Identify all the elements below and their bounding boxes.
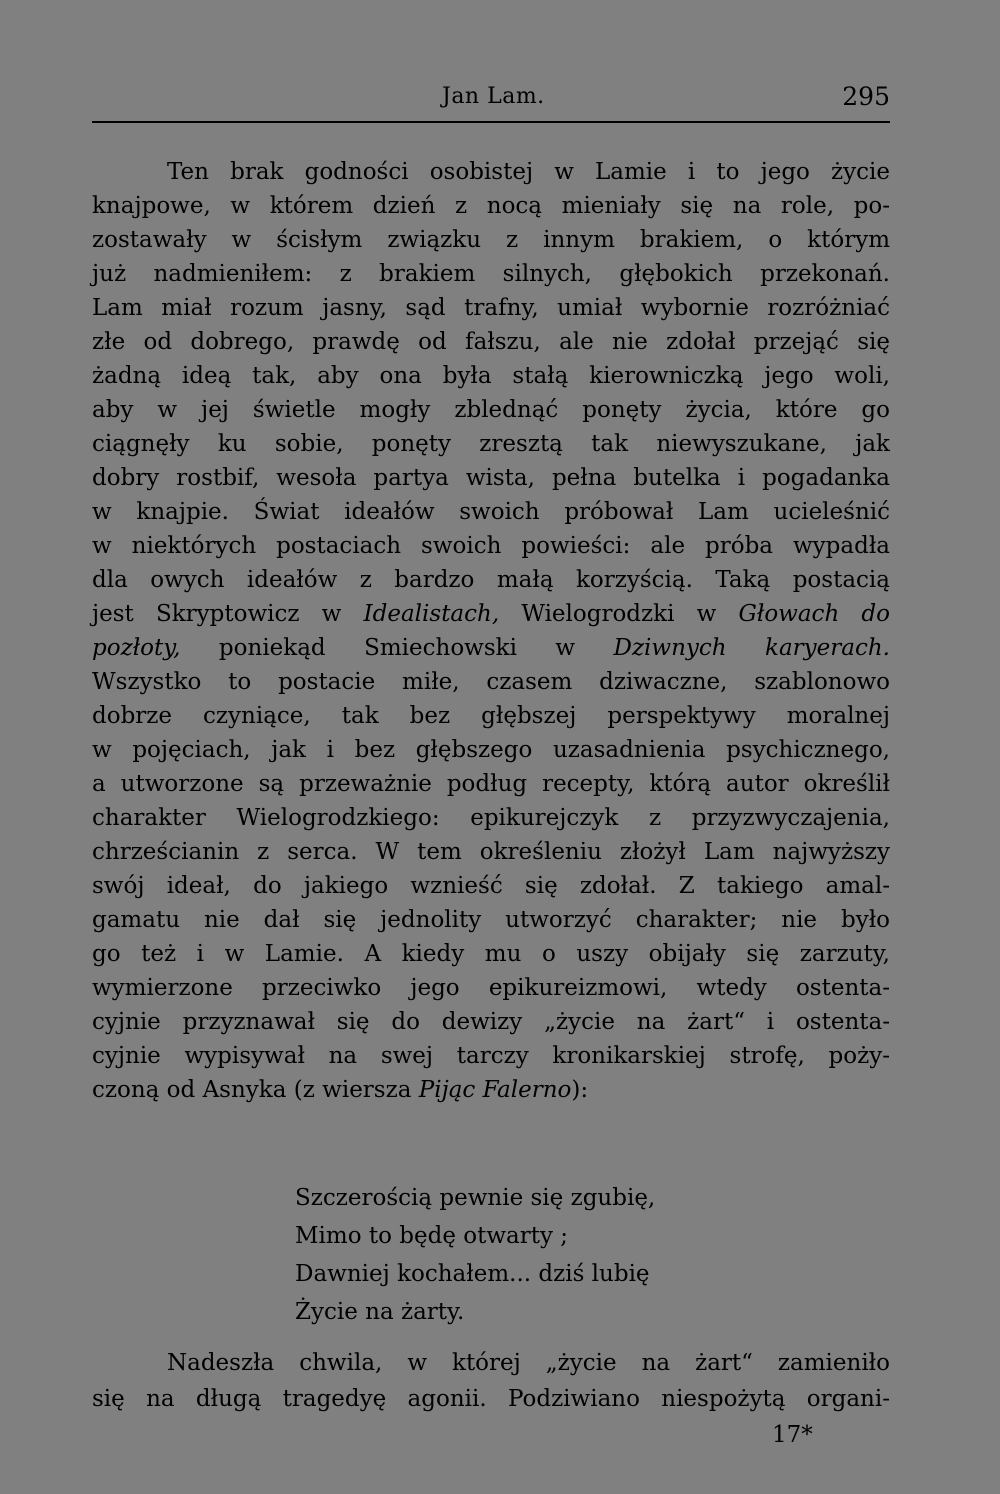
text-line: dobry rostbif, wesoła partya wista, pełna butelka i pogadanka — [92, 465, 890, 491]
text-line: wymierzone przeciwko jego epikureizmowi, wtedy ostenta- — [92, 975, 890, 1001]
text-line: w knajpie. Świat ideałów swoich próbował Lam ucieleśnić — [92, 499, 890, 525]
text-line: w niektórych postaciach swoich powieści: ale próba wypadła — [92, 533, 890, 559]
text-line: dla owych ideałów z bardzo małą korzyścią. Taką postacią — [92, 567, 890, 593]
text-line: a utworzone są przeważnie podług recepty, którą autor określił — [92, 771, 890, 797]
verse-line: Szczerością pewnie się zgubię, — [295, 1185, 656, 1211]
text-run: ): — [571, 1077, 589, 1103]
text-line: aby w jej świetle mogły zblednąć ponęty życia, które go — [92, 397, 890, 423]
running-head: Jan Lam. — [442, 84, 545, 109]
text-line: cyjnie wypisywał na swej tarczy kronikarskiej strofę, poży- — [92, 1043, 890, 1069]
page-header — [92, 80, 890, 120]
text-line: żadną ideą tak, aby ona była stałą kierowniczką jego woli, — [92, 363, 890, 389]
verse-line: Życie na żarty. — [295, 1299, 465, 1325]
text-line — [92, 1073, 890, 1107]
text-line: Lam miał rozum jasny, sąd trafny, umiał wybornie rozróżniać — [92, 295, 890, 321]
italic-title: pozłoty, — [92, 635, 181, 661]
text-line: go też i w Lamie. A kiedy mu o uszy obijały się zarzuty, — [92, 941, 890, 967]
text-run: jest Skryptowicz w — [92, 601, 364, 627]
italic-title: Idealistach, — [363, 601, 500, 627]
text-line — [92, 631, 890, 665]
text-line — [92, 597, 890, 631]
text-line: w pojęciach, jak i bez głębszego uzasadnienia psychicznego, — [92, 737, 890, 763]
text-line: chrześcianin z serca. W tem określeniu złożył Lam najwyższy — [92, 839, 890, 865]
text-line: knajpowe, w którem dzień z nocą mieniały się na role, po- — [92, 193, 890, 219]
verse-line: Mimo to będę otwarty ; — [295, 1223, 569, 1249]
header-rule — [92, 121, 890, 123]
italic-title: Pijąc Falerno — [418, 1077, 572, 1103]
text-run: Wielogrodzki w — [499, 601, 739, 627]
italic-title: Głowach do — [738, 601, 891, 627]
text-line: gamatu nie dał się jednolity utworzyć charakter; nie było — [92, 907, 890, 933]
text-line: się na długą tragedyę agonii. Podziwiano niespożytą organi- — [92, 1386, 890, 1412]
text-line: złe od dobrego, prawdę od fałszu, ale nie zdołał przejąć się — [92, 329, 890, 355]
text-line: ciągnęły ku sobie, ponęty zresztą tak niewyszukane, jak — [92, 431, 890, 457]
page-number: 295 — [842, 82, 890, 111]
text-line: już nadmieniłem: z brakiem silnych, głębokich przekonań. — [92, 261, 890, 287]
italic-title: Dziwnych karyerach. — [613, 635, 890, 661]
printer-signature-mark: 17* — [772, 1422, 813, 1448]
text-run: czoną od Asnyka (z wiersza — [92, 1077, 419, 1103]
text-line: Nadeszła chwila, w której „życie na żart“ zamieniło — [167, 1350, 890, 1376]
text-line: zostawały w ścisłym związku z innym brakiem, o którym — [92, 227, 890, 253]
text-line: cyjnie przyznawał się do dewizy „życie na żart“ i ostenta- — [92, 1009, 890, 1035]
text-line: charakter Wielogrodzkiego: epikurejczyk z przyzwyczajenia, — [92, 805, 890, 831]
text-run: poniekąd Smiechowski w — [180, 635, 614, 661]
text-line: swój ideał, do jakiego wznieść się zdołał. Z takiego amal- — [92, 873, 890, 899]
text-line: dobrze czyniące, tak bez głębszej perspektywy moralnej — [92, 703, 890, 729]
text-line: Ten brak godności osobistej w Lamie i to jego życie — [167, 159, 890, 185]
verse-line: Dawniej kochałem... dziś lubię — [295, 1261, 650, 1287]
text-line: Wszystko to postacie miłe, czasem dziwaczne, szablonowo — [92, 669, 890, 695]
